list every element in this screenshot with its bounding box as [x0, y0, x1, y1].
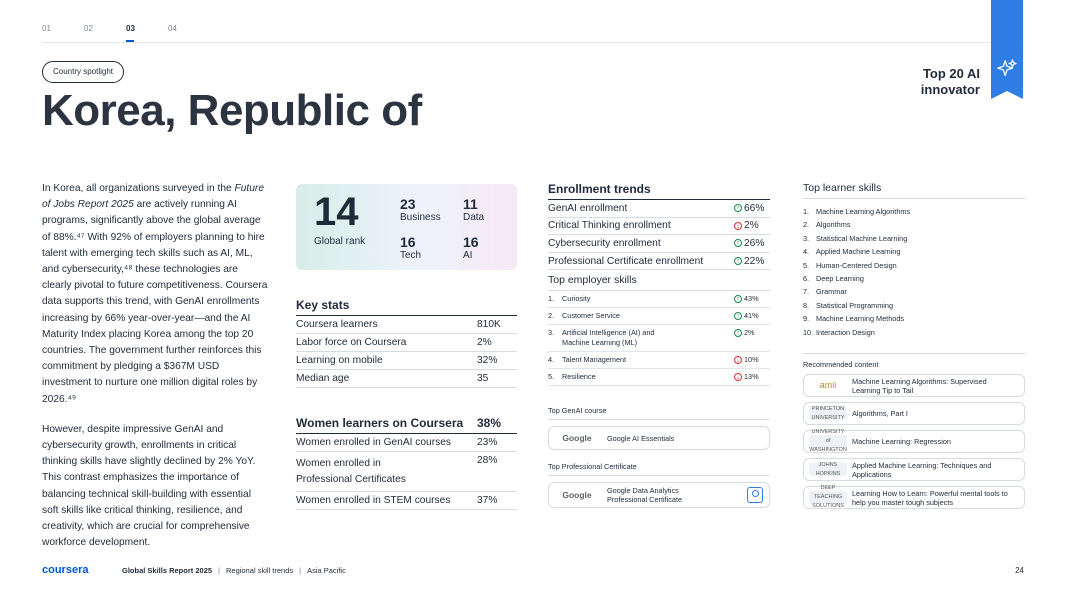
row-value: 37%	[477, 495, 498, 506]
row-value: 23%	[477, 437, 498, 448]
women-learners-title: Women learners on Coursera 38%	[296, 416, 517, 434]
page-title: Korea, Republic of	[42, 86, 422, 135]
employer-skills-title: Top employer skills	[548, 270, 770, 291]
coursera-logo: coursera	[42, 564, 89, 576]
women-learners-table	[296, 416, 517, 510]
rank-data: 11 Data	[463, 196, 485, 223]
skill-delta: ↑ 43%	[734, 294, 770, 304]
provider-logo: PRINCETON UNIVERSITY	[804, 403, 852, 424]
row-value: 2%	[477, 337, 492, 348]
enrollment-title: Enrollment trends	[548, 182, 770, 200]
learner-skill-item: 4. Applied Machine Learning	[803, 247, 901, 257]
rank-card	[296, 184, 517, 270]
skill-name: 5. Resilience	[548, 372, 596, 382]
skill-delta: ↑ 2%	[734, 328, 770, 338]
learner-skill-item: 9. Machine Learning Methods	[803, 314, 905, 324]
arrow-down-icon: ↓	[734, 373, 742, 381]
body-text	[42, 181, 270, 565]
recommended-name: Learning How to Learn: Powerful mental tools to help you master tough subjects	[852, 488, 1008, 507]
learner-skills-title: Top learner skills	[803, 182, 1025, 199]
employer-skill-row	[548, 308, 770, 325]
row-value: 28%	[477, 455, 498, 466]
row-label: Learning on mobile	[296, 355, 383, 366]
row-label: Median age	[296, 373, 350, 384]
cert-card[interactable]	[548, 482, 770, 508]
footer-breadcrumb: Global Skills Report 2025 | Regional skill trends | Asia Pacific	[122, 565, 346, 575]
skill-name: 2. Customer Service	[548, 311, 620, 321]
row-delta: ↑ 22%	[734, 256, 770, 267]
second-paragraph: However, despite impressive GenAI and cybersecurity growth, enrollments in critical thinking skills have slightly declined by 2% YoY. This contrast emphasizes the importance of balancing technical skill-building with essential soft skills like critical thinking, resilience, and creativity, which are crucial for comprehensive workforce development.	[42, 423, 256, 549]
learner-skill-item: 5. Human-Centered Design	[803, 260, 897, 270]
arrow-up-icon: ↑	[734, 204, 742, 212]
row-label: Women enrolled in Professional Certificates	[296, 458, 406, 485]
innovator-label: Top 20 AI innovator	[920, 66, 980, 97]
skill-name: 1. Curiosity	[548, 294, 591, 304]
row-value: 32%	[477, 355, 498, 366]
cert-title: Top Professional Certificate	[548, 462, 770, 476]
provider-logo: UNIVERSITY of WASHINGTON	[809, 429, 847, 454]
genai-course-title: Top GenAI course	[548, 406, 770, 420]
rank-ai: 16 AI	[463, 234, 479, 261]
enrollment-row	[548, 253, 770, 271]
country-spotlight-pill: Country spotlight	[42, 61, 124, 83]
intro-paragraph: In Korea, all organizations surveyed in the Future of Jobs Report 2025 are actively running AI programs, significantly above the global average of 88%.⁴⁷ With 92% of employers planning to hire talent with emerging tech skills such as AI, ML, and cybersecurity,⁴⁸ these technologies are clearly pivotal to future competitiveness. Coursera data supports this trend, with GenAI enrollments increasing by 66% year-over-year—and the AI Maturity Index placing Korea among the top 20 countries. The government further reinforces this commitment by pledging a $367M USD investment to nurture one million digital roles by 2026.⁴⁹	[42, 183, 268, 405]
google-logo: Google	[562, 433, 592, 444]
rank-business: 23 Business	[400, 196, 441, 223]
learner-skill-item: 3. Statistical Machine Learning	[803, 233, 908, 243]
footer	[42, 562, 1024, 578]
skill-delta: ↓ 13%	[734, 372, 770, 382]
recommended-card[interactable]	[803, 402, 1025, 425]
table-row	[296, 434, 517, 452]
key-stats-title: Key stats	[296, 298, 517, 316]
recommended-name: Algorithms, Part I	[852, 409, 908, 419]
table-row	[296, 370, 517, 388]
sparkle-icon	[996, 58, 1018, 80]
employer-skill-row	[548, 325, 770, 352]
learner-skill-item: 6. Deep Learning	[803, 274, 864, 284]
google-logo: Google	[562, 490, 592, 501]
recommended-card[interactable]	[803, 430, 1025, 453]
row-label: Women enrolled in STEM courses	[296, 495, 451, 506]
table-row	[296, 452, 517, 492]
row-label: Labor force on Coursera	[296, 337, 407, 348]
row-delta: ↓ 2%	[734, 220, 770, 231]
arrow-down-icon: ↓	[734, 222, 742, 230]
enrollment-trends	[548, 182, 770, 508]
row-label: Coursera learners	[296, 319, 378, 330]
arrow-up-icon: ↑	[734, 239, 742, 247]
skill-name: 3. Artificial Intelligence (AI) and Machine Learning (ML)	[548, 328, 655, 348]
row-label: Cybersecurity enrollment	[548, 237, 661, 249]
table-row	[296, 334, 517, 352]
arrow-up-icon: ↑	[734, 312, 742, 320]
employer-skill-row	[548, 352, 770, 369]
section-tabs	[42, 24, 210, 39]
provider-logo: JOHNS HOPKINS	[804, 459, 852, 480]
recommended-name: Applied Machine Learning: Techniques and Applications	[852, 460, 992, 479]
row-label: Women enrolled in GenAI courses	[296, 437, 451, 448]
enrollment-row	[548, 200, 770, 218]
top-divider	[42, 42, 1024, 43]
row-label: GenAI enrollment	[548, 202, 628, 214]
tab-03[interactable]: 03	[126, 24, 168, 39]
row-label: Critical Thinking enrollment	[548, 220, 671, 232]
table-row	[296, 316, 517, 334]
genai-course-card[interactable]	[548, 426, 770, 450]
enrollment-row	[548, 235, 770, 253]
row-label: Professional Certificate enrollment	[548, 255, 704, 267]
cert-name: Google Data Analytics Professional Certificate	[607, 486, 683, 505]
innovator-ribbon	[991, 0, 1023, 98]
provider-logo: amii	[819, 380, 837, 391]
arrow-up-icon: ↑	[734, 329, 742, 337]
tab-04[interactable]: 04	[168, 24, 177, 33]
row-value: 35	[477, 373, 489, 384]
learner-skill-item: 7. Grammar	[803, 287, 847, 297]
tab-01[interactable]: 01	[42, 24, 51, 33]
skill-delta: ↑ 41%	[734, 311, 770, 321]
skill-delta: ↓ 10%	[734, 355, 770, 365]
learner-skill-item: 8. Statistical Programming	[803, 300, 894, 310]
recommended-card[interactable]	[803, 374, 1025, 397]
provider-logo: DEEP TEACHING SOLUTIONS	[804, 487, 852, 508]
global-rank-value: 14	[314, 190, 359, 234]
row-delta: ↑ 66%	[734, 203, 770, 214]
enrollment-row	[548, 218, 770, 236]
learner-skill-item: 1. Machine Learning Algorithms	[803, 207, 911, 216]
arrow-down-icon: ↓	[734, 356, 742, 364]
recommended-name: Machine Learning: Regression	[852, 437, 951, 447]
table-row	[296, 352, 517, 370]
row-delta: ↑ 26%	[734, 238, 770, 249]
recommended-title: Recommended content	[803, 353, 1025, 369]
key-stats-table	[296, 298, 517, 388]
tab-02[interactable]: 02	[84, 24, 93, 33]
skill-name: 4. Talent Management	[548, 355, 627, 365]
recommended-card[interactable]	[803, 458, 1025, 481]
arrow-up-icon: ↑	[734, 257, 742, 265]
employer-skill-row	[548, 291, 770, 308]
recommended-name: Machine Learning Algorithms: Supervised Learning Tip to Tail	[852, 376, 987, 395]
learner-skill-item: 2. Algorithms	[803, 220, 851, 230]
learner-skill-item: 10. Interaction Design	[803, 327, 875, 337]
row-value: 810K	[477, 319, 501, 330]
course-name: Google AI Essentials	[607, 433, 675, 443]
learner-skills	[803, 182, 1025, 509]
table-row	[296, 492, 517, 510]
page-number: 24	[1015, 565, 1024, 575]
certificate-icon	[747, 487, 763, 503]
recommended-card[interactable]	[803, 486, 1025, 509]
global-rank-label: Global rank	[314, 236, 366, 247]
arrow-up-icon: ↑	[734, 295, 742, 303]
employer-skill-row	[548, 369, 770, 386]
rank-tech: 16 Tech	[400, 234, 422, 261]
